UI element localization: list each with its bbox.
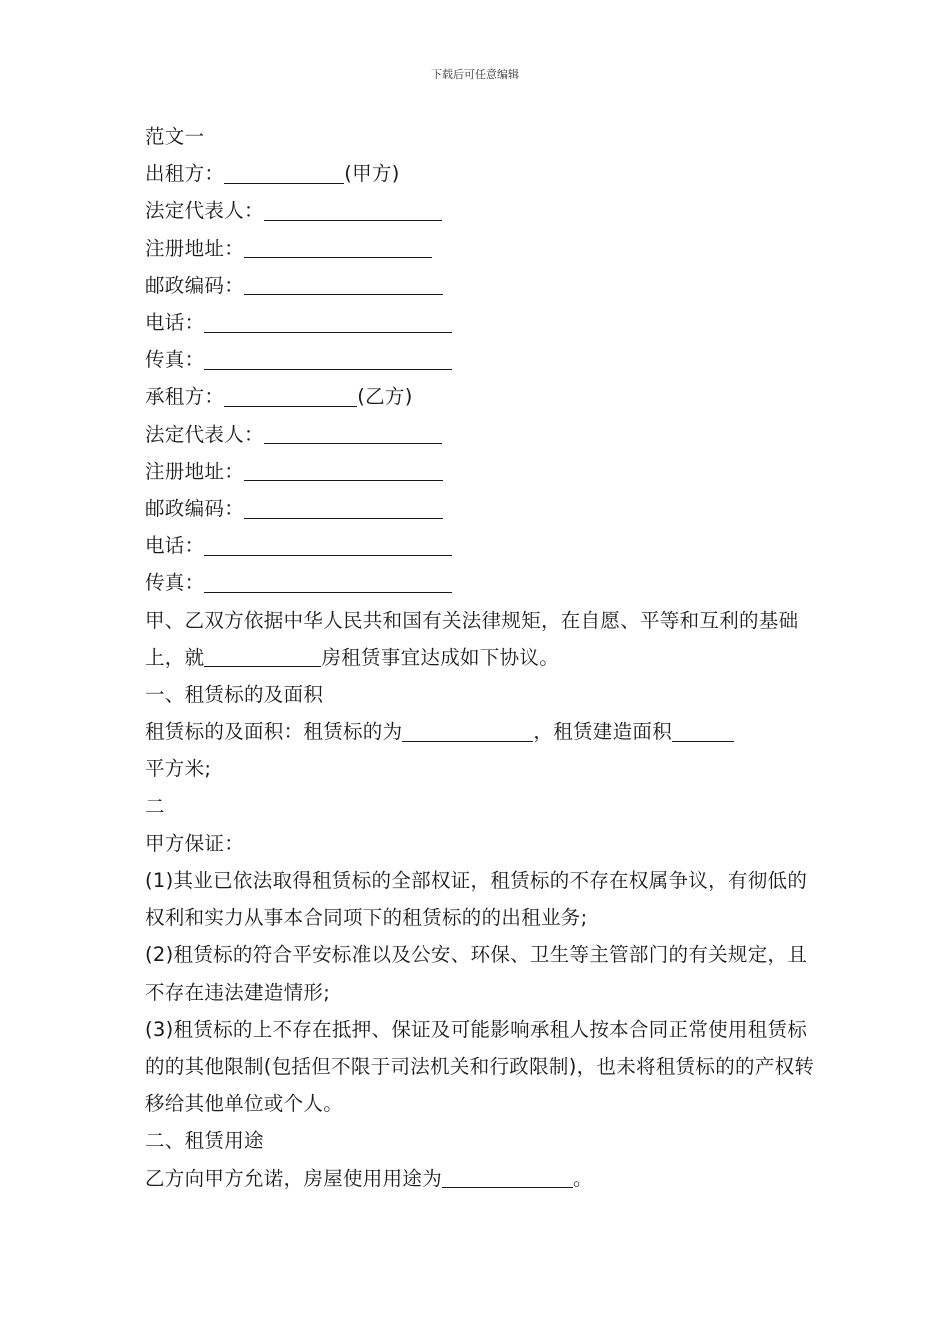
field-label: 注册地址：: [145, 236, 245, 260]
guarantee-item-2: (2)租赁标的符合平安标准以及公安、环保、卫生等主管部门的有关规定，且不存在违法建造情形;: [145, 943, 808, 1004]
fill-blank: [402, 720, 533, 741]
fill-blank: [204, 534, 452, 555]
lessee-phone-line: [145, 527, 825, 564]
lessee-blank: [224, 385, 357, 406]
fill-blank: [264, 199, 442, 220]
fill-blank: [244, 274, 443, 295]
fill-blank: [442, 1167, 573, 1188]
intro-text-end: 房租赁事宜达成如下协议。: [321, 645, 560, 669]
fill-blank: [204, 646, 321, 667]
section-1-title: 一、租赁标的及面积: [145, 683, 324, 707]
guarantee-item-3: (3)租赁标的上不存在抵押、保证及可能影响承租人按本合同正常使用租赁标的的其他限制(包括但不限于司法机关和行政限制)，也未将租赁标的的产权转移给其他单位或个人。: [145, 1017, 815, 1116]
area-unit: 平方米;: [145, 757, 212, 781]
fill-blank: [204, 311, 452, 332]
field-label: 注册地址：: [145, 459, 245, 483]
doc-title: 范文一: [145, 125, 205, 148]
fill-blank: [204, 571, 452, 592]
usage-line: [145, 1160, 825, 1197]
field-label: 邮政编码：: [145, 497, 245, 521]
lessor-line: [145, 155, 825, 192]
area-text-mid: ，租赁建造面积: [533, 720, 673, 744]
lessor-phone-line: [145, 304, 825, 341]
lessor-fax-line: [145, 341, 825, 378]
fill-blank: [244, 237, 432, 258]
lessor-reg-addr-line: [145, 230, 825, 267]
lessee-tag: (乙方): [357, 385, 413, 409]
area-text: 租赁标的及面积：租赁标的为: [145, 720, 403, 744]
fill-blank: [264, 423, 442, 444]
lessee-label: 承租方：: [145, 385, 225, 409]
lessee-postcode-line: [145, 490, 825, 527]
field-label: 法定代表人：: [145, 199, 264, 223]
lessor-postcode-line: [145, 267, 825, 304]
section-3-title: 二、租赁用途: [145, 1129, 264, 1153]
lessee-fax-line: [145, 564, 825, 601]
lessee-line: [145, 378, 825, 415]
usage-text: 乙方向甲方允诺，房屋使用用途为: [145, 1166, 443, 1190]
field-label: 法定代表人：: [145, 422, 264, 446]
guarantee-item-1: (1)其业已依法取得租赁标的全部权证，租赁标的不存在权属争议，有彻低的权利和实力从事本合同项下的租赁标的的出租业务;: [145, 869, 808, 930]
page-header: 下载后可任意编辑: [431, 68, 519, 81]
section-2-number: 二: [145, 794, 165, 818]
lessor-blank: [224, 162, 344, 183]
lessee-reg-addr-line: [145, 453, 825, 490]
intro-paragraph: [145, 602, 825, 676]
fill-blank: [244, 497, 443, 518]
field-label: 电话：: [145, 534, 205, 558]
lessor-label: 出租方：: [145, 162, 225, 186]
field-label: 电话：: [145, 311, 205, 335]
lessor-tag: (甲方): [344, 162, 400, 186]
field-label: 传真：: [145, 348, 205, 372]
field-label: 邮政编码：: [145, 273, 245, 297]
lessee-legal-rep-line: [145, 416, 825, 453]
fill-blank: [204, 348, 452, 369]
guarantee-heading: 甲方保证：: [145, 831, 245, 855]
lessor-legal-rep-line: [145, 192, 825, 229]
fill-blank: [244, 460, 443, 481]
contract-body: [145, 118, 825, 1197]
usage-end: 。: [573, 1166, 593, 1190]
section-1-paragraph: [145, 713, 825, 787]
fill-blank: [672, 720, 734, 741]
intro-text: 甲、乙双方依据中华人民共和国有关法律规矩，在自愿、平等和互利的基础上，就: [145, 608, 799, 669]
field-label: 传真：: [145, 571, 205, 595]
